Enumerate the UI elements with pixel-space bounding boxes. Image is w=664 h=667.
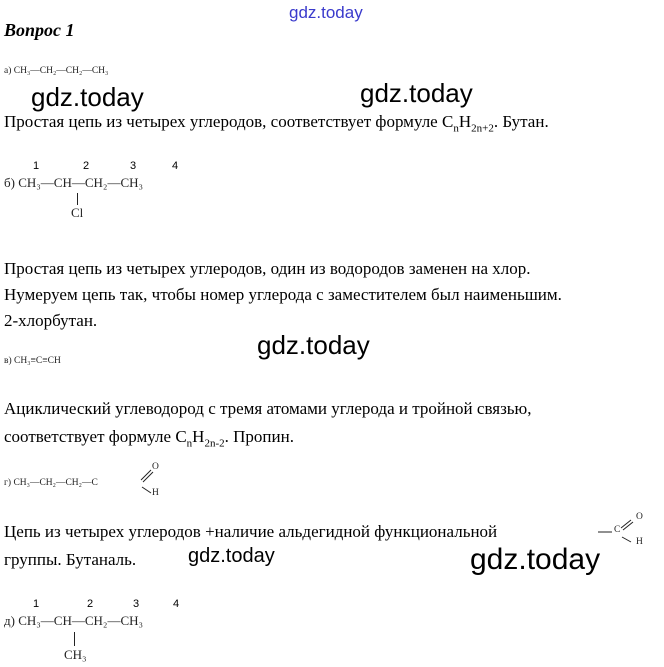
text-b-line2: Нумеруем цепь так, чтобы номер углерода с заместителем был наименьшим. <box>4 285 562 304</box>
question-title: Вопрос 1 <box>4 20 75 40</box>
bond: — <box>40 175 54 190</box>
carbon-number: 3 <box>133 598 140 610</box>
bond-vertical <box>77 193 78 205</box>
text-a-mid: H <box>458 112 472 131</box>
carbon-number: 3 <box>130 160 137 172</box>
watermark: gdz.today <box>360 78 473 108</box>
triple-bond: ≡ <box>42 356 48 366</box>
bond: — <box>107 613 121 628</box>
carbon-number: 4 <box>172 160 179 172</box>
carbon-number: 2 <box>83 160 90 172</box>
carbon-number: 2 <box>87 598 94 610</box>
formula-b-c1: CH₃ <box>18 175 41 190</box>
watermark: gdz.today <box>470 543 601 576</box>
bond: — <box>30 66 40 76</box>
formula-g-c2: CH₂ <box>39 478 56 488</box>
formula-v-c3: CH <box>47 356 61 366</box>
site-header[interactable]: gdz.today <box>289 3 363 22</box>
formula-d-substituent: CH₃ <box>64 647 87 662</box>
formula-g-label: г) <box>4 478 12 488</box>
bond: — <box>29 478 40 488</box>
aldehyde-group-hydrogen: H <box>636 537 643 547</box>
text-v-mid: H <box>192 427 205 446</box>
formula-a <box>4 66 108 76</box>
formula-v-c2: C <box>35 356 43 366</box>
formula-d-label: д) <box>4 613 15 628</box>
formula-v <box>4 356 61 366</box>
text-v-sub2: 2n-2 <box>204 437 225 450</box>
text-v-after: . Пропин. <box>224 427 294 446</box>
bond: — <box>81 478 92 488</box>
formula-d-c3: CH₂ <box>84 613 108 628</box>
formula-b-c4: CH₃ <box>120 175 144 190</box>
formula-g-c4: C <box>91 478 98 488</box>
formula-a-c4: CH₃ <box>91 66 109 76</box>
formula-b-c2: CH <box>53 175 72 190</box>
carbon-number: 1 <box>33 598 40 610</box>
bond: — <box>71 175 85 190</box>
text-v-before: соответствует формуле C <box>4 427 187 446</box>
text-g-line1: Цепь из четырех углеродов +наличие альдегидной функциональной <box>4 522 498 541</box>
formula-g-oxygen: O <box>152 462 159 472</box>
text-a-sub2: 2n+2 <box>471 122 494 135</box>
formula-g-c3: CH₂ <box>65 478 82 488</box>
carbon-number: 1 <box>33 160 40 172</box>
bond-vertical <box>74 632 75 646</box>
bond: — <box>107 175 121 190</box>
text-g-line2: группы. Бутаналь. <box>4 550 137 569</box>
formula-b-label: б) <box>4 175 15 190</box>
formula-b-chain <box>4 175 143 191</box>
text-a-sub1: n <box>453 122 459 135</box>
text-v-line1: Ациклический углеводород с тремя атомами углерода и тройной связью, <box>4 399 532 418</box>
carbon-number: 4 <box>173 598 180 610</box>
text-v-line2 <box>4 423 532 457</box>
formula-v-label: в) <box>4 356 12 366</box>
text-v-sub1: n <box>186 437 193 450</box>
text-b-line3: 2-хлорбутан. <box>4 311 98 330</box>
formula-g-c1: CH₃ <box>13 478 30 488</box>
formula-d-chain <box>4 613 143 629</box>
text-a <box>4 109 549 141</box>
aldehyde-group-carbon: C <box>614 525 621 535</box>
formula-d-c1: CH₃ <box>18 613 41 628</box>
text-b-line1: Простая цепь из четырех углеродов, один из водородов заменен на хлор. <box>4 259 531 278</box>
triple-bond: ≡ <box>30 356 36 366</box>
formula-d-c2: CH <box>53 613 72 628</box>
formula-a-c2: CH₂ <box>39 66 57 76</box>
text-v <box>4 395 532 457</box>
formula-b-c3: CH₂ <box>84 175 108 190</box>
formula-a-c1: CH₃ <box>13 66 31 76</box>
text-a-after: . Бутан. <box>493 112 549 131</box>
text-a-before: Простая цепь из четырех углеродов, соответствует формуле C <box>4 112 454 131</box>
aldehyde-group-oxygen: O <box>636 512 643 522</box>
bond: — <box>56 66 66 76</box>
formula-g-hydrogen: H <box>152 488 159 498</box>
bond: — <box>82 66 92 76</box>
watermark: gdz.today <box>31 82 144 112</box>
bond: — <box>71 613 85 628</box>
formula-g-chain <box>4 478 98 488</box>
formula-d-c4: CH₃ <box>120 613 144 628</box>
text-b <box>4 256 562 334</box>
formula-v-c1: CH₃ <box>14 356 31 366</box>
bond: — <box>55 478 66 488</box>
formula-a-label: а) <box>4 66 12 76</box>
watermark: gdz.today <box>257 330 370 360</box>
formula-b-substituent: Cl <box>71 205 84 220</box>
watermark: gdz.today <box>188 545 275 567</box>
formula-a-c3: CH₂ <box>65 66 83 76</box>
bond: — <box>40 613 54 628</box>
